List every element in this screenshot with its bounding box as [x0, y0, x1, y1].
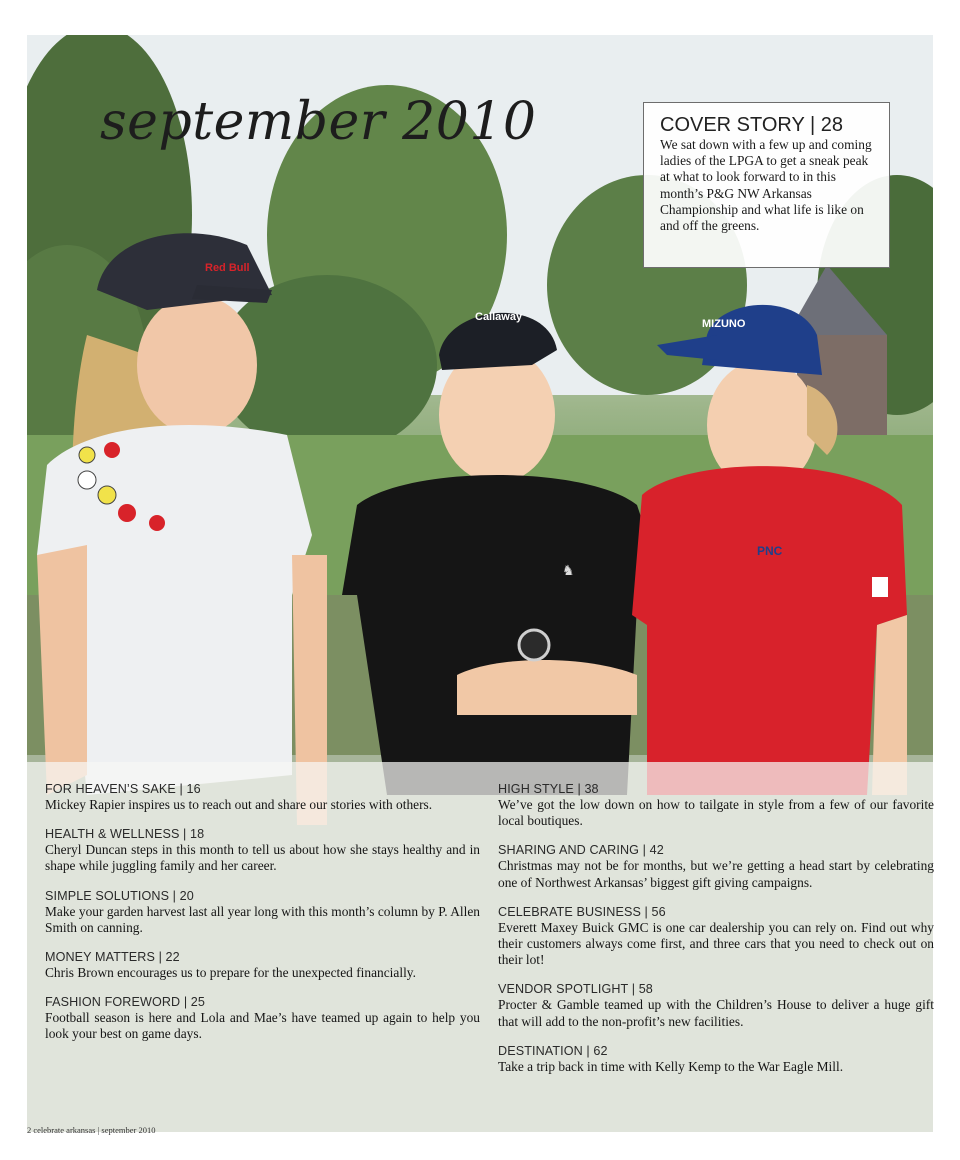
svg-text:♞: ♞ — [562, 562, 575, 578]
toc-item-heading: FOR HEAVEN’S SAKE | 16 — [45, 782, 201, 796]
toc-item-heading: HEALTH & WELLNESS | 18 — [45, 827, 205, 842]
toc-item[interactable] — [498, 782, 934, 829]
toc-item[interactable] — [45, 827, 480, 874]
toc-item-heading: DESTINATION | 62 — [498, 1043, 608, 1058]
toc-item[interactable] — [45, 995, 480, 1042]
toc-item-heading: CELEBRATE BUSINESS | 56 — [498, 904, 666, 919]
toc-item-heading: SIMPLE SOLUTIONS | 20 — [45, 888, 194, 903]
toc-item-text: Make your garden harvest last all year long with this month’s column by P. Allen Smith on canning. — [45, 903, 480, 935]
page-footer: 2 celebrate arkansas | september 2010 — [27, 1125, 156, 1135]
toc-item[interactable] — [498, 1044, 934, 1075]
cover-story-text: We sat down with a few up and coming ladies of the LPGA to get a sneak peak at what to look forward to in this month’s P&G NW Arkansas Championship and what life is like on and off the greens. — [660, 137, 872, 234]
issue-title: september 2010 — [100, 92, 537, 152]
cover-story-heading: COVER STORY | 28 — [660, 114, 844, 136]
toc-item-text: Chris Brown encourages us to prepare for the unexpected financially. — [45, 965, 416, 981]
toc-item-heading: HIGH STYLE | 38 — [498, 782, 599, 796]
toc-item[interactable] — [45, 889, 480, 936]
table-of-contents — [27, 762, 933, 1132]
toc-item-text: Football season is here and Lola and Mae’s have teamed up again to help you look your best on game days. — [45, 1010, 480, 1042]
toc-item[interactable] — [498, 843, 934, 890]
toc-item-text: Procter & Gamble teamed up with the Children’s House to deliver a huge gift that will add to the non-profit’s new facilities. — [498, 997, 934, 1029]
cover-story-box — [643, 102, 890, 268]
toc-item[interactable] — [45, 782, 480, 813]
svg-text:MIZUNO: MIZUNO — [702, 318, 746, 330]
toc-item-text: We’ve got the low down on how to tailgate in style from a few of our favorite local boutiques. — [498, 797, 934, 829]
toc-item-text: Mickey Rapier inspires us to reach out and share our stories with others. — [45, 797, 433, 812]
toc-left-column — [45, 782, 480, 1057]
toc-item-heading: MONEY MATTERS | 22 — [45, 950, 180, 965]
toc-item-heading: VENDOR SPOTLIGHT | 58 — [498, 982, 653, 997]
toc-item-text: Christmas may not be for months, but we’re getting a head start by celebrating one of Northwest Arkansas’ biggest gift giving campaigns. — [498, 858, 934, 890]
toc-item-heading: FASHION FOREWORD | 25 — [45, 995, 206, 1010]
toc-item[interactable] — [498, 905, 934, 969]
toc-item-text: Everett Maxey Buick GMC is one car dealership you can rely on. Find out why their customers always come first, and three cars that you need to check out on their lot! — [498, 919, 934, 968]
toc-item[interactable] — [45, 950, 480, 981]
toc-item-text: Cheryl Duncan steps in this month to tell us about how she stays healthy and in shape while juggling family and her career. — [45, 842, 480, 874]
toc-item[interactable] — [498, 982, 934, 1029]
svg-text:Callaway: Callaway — [475, 311, 523, 323]
toc-item-text: Take a trip back in time with Kelly Kemp to the War Eagle Mill. — [498, 1058, 844, 1074]
svg-text:Red Bull: Red Bull — [205, 262, 250, 274]
toc-item-heading: SHARING AND CARING | 42 — [498, 843, 664, 858]
toc-right-column — [498, 782, 934, 1089]
svg-text:PNC: PNC — [757, 544, 783, 558]
